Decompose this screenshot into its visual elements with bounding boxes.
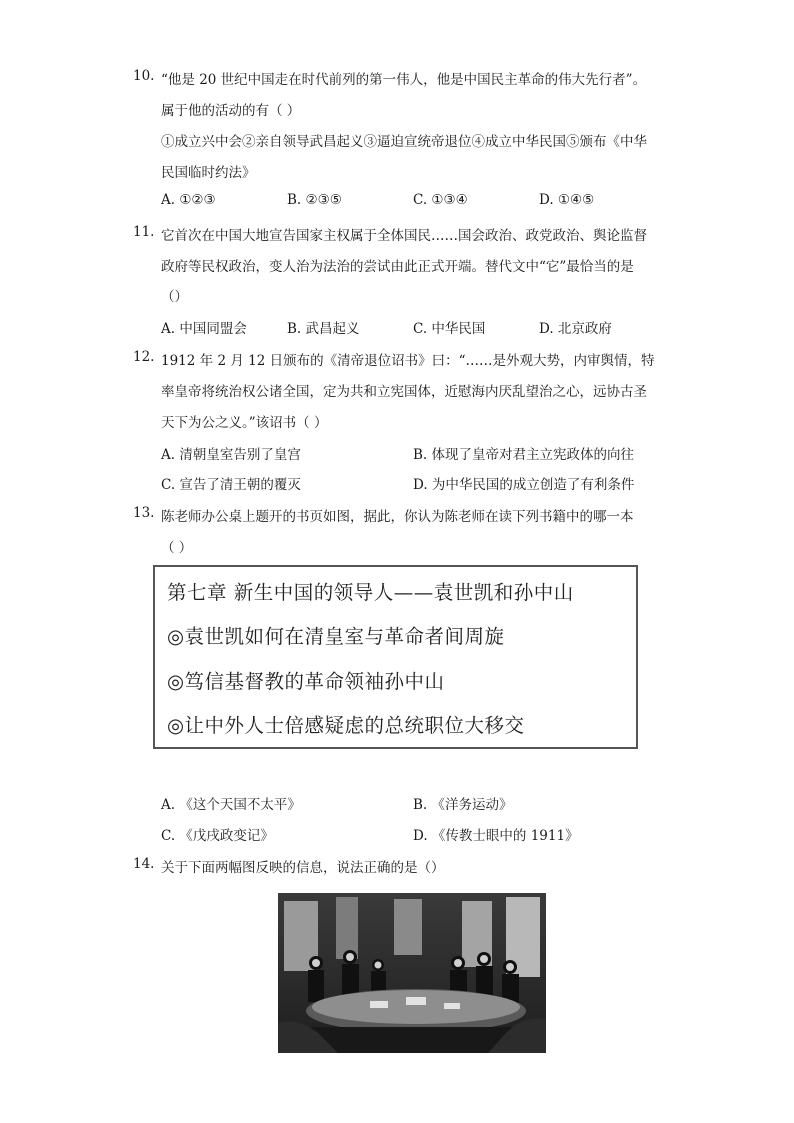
- question-11-option-d[interactable]: D. 北京政府: [539, 321, 612, 337]
- question-12-option-b[interactable]: B. 体现了皇帝对君主立宪政体的向往: [413, 447, 635, 463]
- book-page-item-2: ◎笃信基督教的革命领袖孙中山: [167, 670, 445, 693]
- question-11-option-c[interactable]: C. 中华民国: [413, 321, 486, 337]
- question-12-line-2: 率皇帝将统治权公诸全国，定为共和立宪国体，近慰海内厌乱望治之心，远协古圣: [161, 384, 647, 400]
- question-13-line-1: 陈老师办公桌上题开的书页如图，据此，你认为陈老师在读下列书籍中的哪一本: [161, 509, 634, 525]
- question-11-line-2: 政府等民权政治，变人治为法治的尝试由此正式开端。替代文中“它”最恰当的是: [161, 259, 634, 275]
- book-page-item-3: ◎让中外人士倍感疑虑的总统职位大移交: [167, 714, 525, 737]
- historical-photo-illustration: [278, 893, 546, 1053]
- question-13-option-c[interactable]: C. 《戊戌政变记》: [161, 828, 274, 844]
- question-10-option-a[interactable]: A. ①②③: [161, 192, 216, 208]
- question-12-number: 12.: [133, 349, 155, 365]
- question-10-line-2: 属于他的活动的有（ ）: [161, 103, 301, 119]
- question-10-number: 10.: [133, 68, 155, 84]
- question-11-number: 11.: [133, 224, 155, 240]
- question-11-option-b[interactable]: B. 武昌起义: [287, 321, 360, 337]
- question-10-option-b[interactable]: B. ②③⑤: [287, 192, 342, 208]
- question-12-option-c[interactable]: C. 宣告了清王朝的覆灭: [161, 477, 301, 493]
- book-page-chapter-title: 第七章 新生中国的领导人——袁世凯和孙中山: [167, 581, 574, 604]
- book-page-figure: [153, 565, 638, 749]
- question-13-option-b[interactable]: B. 《洋务运动》: [413, 797, 513, 813]
- question-13-number: 13.: [133, 505, 155, 521]
- question-10-line-4: 民国临时约法》: [161, 165, 256, 181]
- question-13-option-d[interactable]: D. 《传教士眼中的 1911》: [413, 828, 579, 844]
- question-12-option-a[interactable]: A. 清朝皇室告别了皇宫: [161, 447, 301, 463]
- historical-photo: [278, 893, 546, 1053]
- question-11-line-3: （）: [161, 289, 188, 305]
- question-12-option-d[interactable]: D. 为中华民国的成立创造了有利条件: [413, 477, 635, 493]
- question-10-line-1: “他是 20 世纪中国走在时代前列的第一伟人，他是中国民主革命的伟大先行者”。: [161, 72, 647, 88]
- question-12-line-1: 1912 年 2 月 12 日颁布的《清帝退位诏书》曰：“……是外观大势，内审舆情，特: [161, 353, 655, 369]
- question-13-option-a[interactable]: A. 《这个天国不太平》: [161, 797, 301, 813]
- question-14-line-1: 关于下面两幅图反映的信息，说法正确的是（）: [161, 860, 445, 876]
- question-10-option-d[interactable]: D. ①④⑤: [539, 192, 595, 208]
- question-11-option-a[interactable]: A. 中国同盟会: [161, 321, 247, 337]
- question-10-option-c[interactable]: C. ①③④: [413, 192, 468, 208]
- question-14-number: 14.: [133, 856, 155, 872]
- question-13-line-2: （ ）: [161, 540, 193, 556]
- question-10-line-3: ①成立兴中会②亲自领导武昌起义③逼迫宣统帝退位④成立中华民国⑤颁布《中华: [161, 134, 647, 150]
- question-11-line-1: 它首次在中国大地宣告国家主权属于全体国民……国会政治、政党政治、舆论监督: [161, 228, 647, 244]
- question-12-line-3: 天下为公之义。”该诏书（ ）: [161, 415, 328, 431]
- book-page-item-1: ◎袁世凯如何在清皇室与革命者间周旋: [167, 625, 505, 648]
